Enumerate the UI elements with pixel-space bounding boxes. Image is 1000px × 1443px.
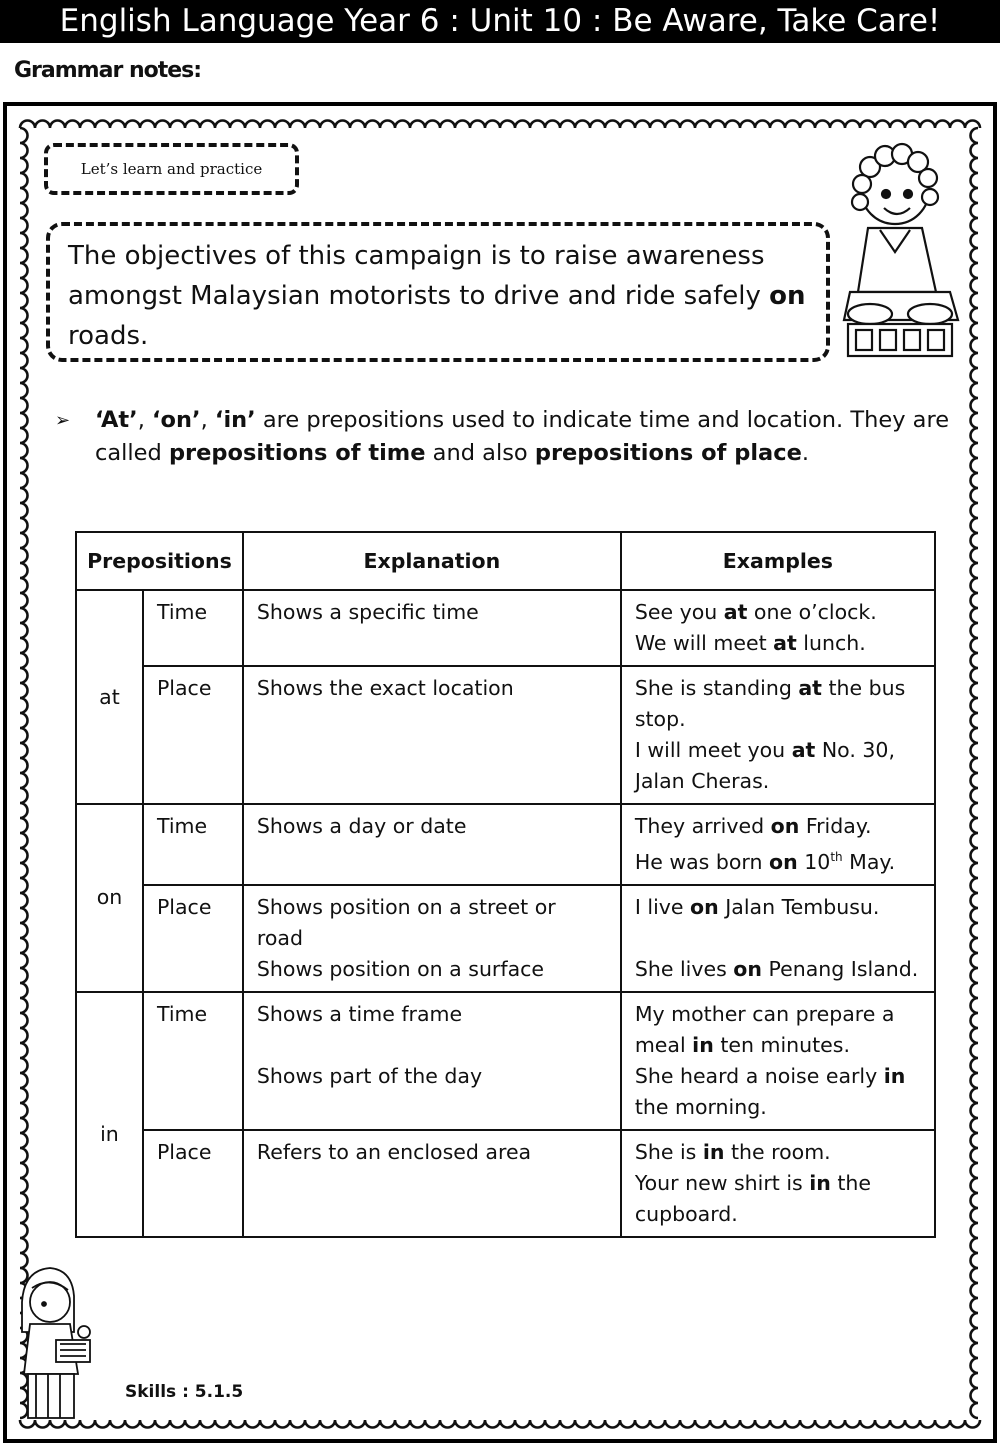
explanation-cell: Shows a specific time	[243, 590, 621, 666]
lets-learn-label: Let’s learn and practice	[44, 143, 299, 195]
examples-cell: See you at one o’clock. We will meet at lunch.	[621, 590, 935, 666]
grammar-notes-heading: Grammar notes:	[14, 58, 202, 83]
explanation-cell: Shows the exact location	[243, 666, 621, 804]
table-row	[76, 1130, 935, 1237]
examples-cell: She is standing at the bus stop. I will meet you at No. 30, Jalan Cheras.	[621, 666, 935, 804]
girl-reading-clipart	[12, 1262, 102, 1422]
boy-sitting-clipart	[840, 142, 965, 364]
usage-kind: Place	[143, 885, 243, 992]
table-header-row	[76, 532, 935, 590]
examples-cell: They arrived on Friday. He was born on 10th May.	[621, 804, 935, 885]
explanation-cell: Refers to an enclosed area	[243, 1130, 621, 1237]
header-examples: Examples	[621, 532, 935, 590]
skills-label: Skills : 5.1.5	[125, 1382, 244, 1402]
prepositions-intro	[55, 404, 955, 470]
table-row	[76, 590, 935, 666]
objective-box: The objectives of this campaign is to raise awareness amongst Malaysian motorists to drive and ride safely on roads.	[46, 222, 830, 362]
worksheet-title: English Language Year 6 : Unit 10 : Be Aware, Take Care!	[59, 3, 941, 39]
examples-cell: My mother can prepare a meal in ten minutes. She heard a noise early in the morning.	[621, 992, 935, 1130]
arrow-bullet-icon: ➢	[55, 410, 71, 431]
explanation-cell: Shows a day or date	[243, 804, 621, 885]
usage-kind: Time	[143, 590, 243, 666]
examples-cell: She is in the room. Your new shirt is in the cupboard.	[621, 1130, 935, 1237]
preposition-on: on	[76, 804, 143, 992]
prepositions-table	[75, 531, 936, 1238]
table-row	[76, 885, 935, 992]
worksheet-title-bar	[0, 0, 1000, 43]
header-explanation: Explanation	[243, 532, 621, 590]
table-row	[76, 666, 935, 804]
table-row	[76, 804, 935, 885]
explanation-cell: Shows position on a street or road Shows position on a surface	[243, 885, 621, 992]
table-row	[76, 992, 935, 1130]
prepositions-intro-text: ‘At’, ‘on’, ‘in’ are prepositions used to indicate time and location. They are called prepositions of time and also prepositions of place.	[95, 407, 950, 466]
explanation-cell: Shows a time frame Shows part of the day	[243, 992, 621, 1130]
usage-kind: Place	[143, 1130, 243, 1237]
usage-kind: Time	[143, 804, 243, 885]
header-prepositions: Prepositions	[76, 532, 243, 590]
preposition-at: at	[76, 590, 143, 804]
usage-kind: Time	[143, 992, 243, 1130]
usage-kind: Place	[143, 666, 243, 804]
preposition-in: in	[76, 992, 143, 1237]
examples-cell: I live on Jalan Tembusu. She lives on Penang Island.	[621, 885, 935, 992]
